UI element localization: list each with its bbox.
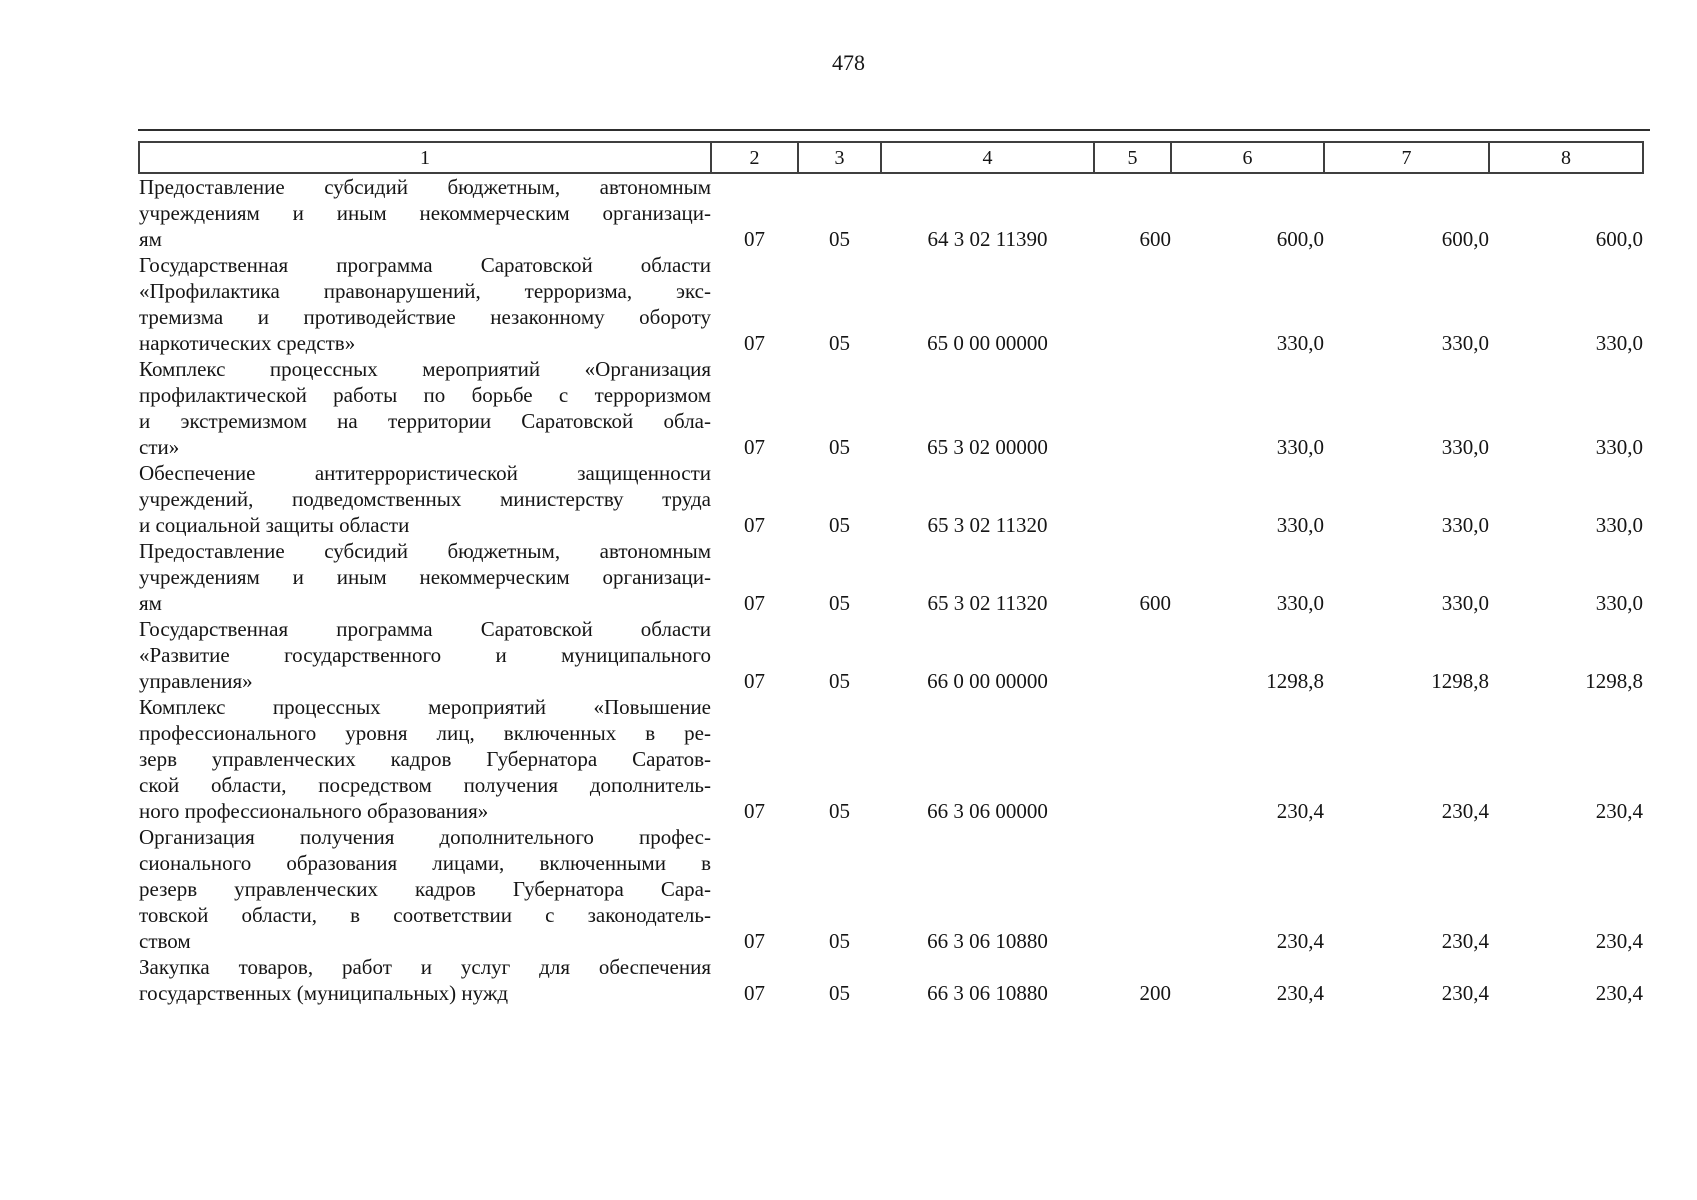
column-header-8: 8 <box>1489 142 1643 173</box>
table-header <box>139 142 1643 173</box>
column-header-2: 2 <box>711 142 798 173</box>
description-line: Закупка товаров, работ и услуг для обеспечения <box>139 955 711 979</box>
cell-col8: 330,0 <box>1595 591 1643 615</box>
cell-col6: 330,0 <box>1276 435 1324 459</box>
cell-col3: 05 <box>829 331 850 355</box>
cell-col8: 230,4 <box>1595 929 1643 953</box>
cell-col5 <box>1094 824 1171 954</box>
description-line: товской области, в соответствии с законодатель- <box>139 903 711 927</box>
description-line: сти» <box>139 435 180 459</box>
table-row <box>139 538 1643 616</box>
cell-col6: 230,4 <box>1276 929 1324 953</box>
table-row <box>139 616 1643 694</box>
cell-col8: 330,0 <box>1595 331 1643 355</box>
column-header-3: 3 <box>798 142 881 173</box>
cell-col7: 330,0 <box>1441 513 1489 537</box>
page-number: 478 <box>832 50 865 75</box>
cell-description <box>139 356 711 460</box>
cell-col6: 330,0 <box>1276 513 1324 537</box>
cell-col8: 230,4 <box>1595 799 1643 823</box>
column-header-7: 7 <box>1324 142 1489 173</box>
cell-col8: 600,0 <box>1595 227 1643 251</box>
cell-col5 <box>1094 460 1171 538</box>
cell-col5 <box>1094 694 1171 824</box>
description-line: тремизма и противодействие незаконному обороту <box>139 305 711 329</box>
description-line: Государственная программа Саратовской области <box>139 253 711 277</box>
cell-col7: 1298,8 <box>1431 669 1489 693</box>
cell-col4: 66 3 06 00000 <box>927 799 1048 823</box>
table-header-row <box>139 142 1643 173</box>
description-line: и социальной защиты области <box>139 513 410 537</box>
column-header-1: 1 <box>139 142 711 173</box>
description-line: и экстремизмом на территории Саратовской обла- <box>139 409 711 433</box>
cell-col4: 66 0 00 00000 <box>927 669 1048 693</box>
cell-col8: 330,0 <box>1595 513 1643 537</box>
cell-col4: 65 3 02 00000 <box>927 435 1048 459</box>
cell-description <box>139 538 711 616</box>
description-line: ской области, посредством получения дополнитель- <box>139 773 711 797</box>
cell-col6: 1298,8 <box>1266 669 1324 693</box>
cell-col2: 07 <box>744 669 765 693</box>
description-line: ям <box>139 227 162 251</box>
cell-col3: 05 <box>829 513 850 537</box>
budget-classification-table <box>138 141 1644 1006</box>
cell-col5: 600 <box>1139 227 1171 251</box>
description-line: ного профессионального образования» <box>139 799 489 823</box>
description-line: государственных (муниципальных) нужд <box>139 981 509 1005</box>
cell-col3: 05 <box>829 227 850 251</box>
cell-col4: 66 3 06 10880 <box>927 929 1048 953</box>
cell-description <box>139 824 711 954</box>
description-line: ям <box>139 591 162 615</box>
description-line: ством <box>139 929 191 953</box>
cell-description <box>139 694 711 824</box>
cell-col4: 65 3 02 11320 <box>927 513 1048 537</box>
cell-col3: 05 <box>829 929 850 953</box>
column-header-6: 6 <box>1171 142 1324 173</box>
cell-col2: 07 <box>744 799 765 823</box>
cell-col2: 07 <box>744 591 765 615</box>
cell-col6: 330,0 <box>1276 591 1324 615</box>
cell-col7: 600,0 <box>1441 227 1489 251</box>
description-line: Комплекс процессных мероприятий «Организация <box>139 357 711 381</box>
description-line: Государственная программа Саратовской области <box>139 617 711 641</box>
description-line: резерв управленческих кадров Губернатора Сара- <box>139 877 711 901</box>
description-line: «Развитие государственного и муниципального <box>139 643 711 667</box>
column-header-5: 5 <box>1094 142 1171 173</box>
cell-col5: 200 <box>1139 981 1171 1005</box>
cell-col7: 230,4 <box>1441 929 1489 953</box>
cell-col7: 330,0 <box>1441 331 1489 355</box>
description-line: учреждениям и иным некоммерческим организаци- <box>139 201 711 225</box>
cell-col7: 230,4 <box>1441 799 1489 823</box>
cell-col2: 07 <box>744 435 765 459</box>
description-line: Обеспечение антитеррористической защищенности <box>139 461 711 485</box>
cell-description <box>139 460 711 538</box>
cell-col2: 07 <box>744 331 765 355</box>
description-line: зерв управленческих кадров Губернатора Саратов- <box>139 747 711 771</box>
description-line: Предоставление субсидий бюджетным, автономным <box>139 539 711 563</box>
cell-col6: 330,0 <box>1276 331 1324 355</box>
cell-col2: 07 <box>744 981 765 1005</box>
cell-col4: 65 0 00 00000 <box>927 331 1048 355</box>
cell-col5 <box>1094 356 1171 460</box>
cell-col7: 230,4 <box>1441 981 1489 1005</box>
cell-col2: 07 <box>744 227 765 251</box>
table-row <box>139 954 1643 1006</box>
table-row <box>139 460 1643 538</box>
cell-col3: 05 <box>829 669 850 693</box>
table-row <box>139 694 1643 824</box>
description-line: «Профилактика правонарушений, терроризма, экс- <box>139 279 711 303</box>
cell-description <box>139 616 711 694</box>
cell-col8: 330,0 <box>1595 435 1643 459</box>
cell-col7: 330,0 <box>1441 435 1489 459</box>
cell-col5 <box>1094 252 1171 356</box>
table-body <box>139 173 1643 1006</box>
table-row <box>139 252 1643 356</box>
cell-col6: 600,0 <box>1276 227 1324 251</box>
description-line: Организация получения дополнительного профес- <box>139 825 711 849</box>
column-header-4: 4 <box>881 142 1094 173</box>
cell-col2: 07 <box>744 929 765 953</box>
table-row <box>139 173 1643 252</box>
cell-col4: 66 3 06 10880 <box>927 981 1048 1005</box>
cell-description <box>139 954 711 1006</box>
description-line: профессионального уровня лиц, включенных в ре- <box>139 721 711 745</box>
cell-col4: 65 3 02 11320 <box>927 591 1048 615</box>
description-line: учреждений, подведомственных министерству труда <box>139 487 711 511</box>
table-top-rule <box>138 129 1650 131</box>
cell-description <box>139 252 711 356</box>
cell-col6: 230,4 <box>1276 799 1324 823</box>
description-line: учреждениям и иным некоммерческим организаци- <box>139 565 711 589</box>
cell-col6: 230,4 <box>1276 981 1324 1005</box>
cell-col3: 05 <box>829 981 850 1005</box>
table-row <box>139 356 1643 460</box>
table-row <box>139 824 1643 954</box>
cell-col3: 05 <box>829 435 850 459</box>
cell-col3: 05 <box>829 799 850 823</box>
cell-col8: 1298,8 <box>1585 669 1643 693</box>
cell-col8: 230,4 <box>1595 981 1643 1005</box>
description-line: Предоставление субсидий бюджетным, автономным <box>139 175 711 199</box>
description-line: профилактической работы по борьбе с терроризмом <box>139 383 711 407</box>
cell-col4: 64 3 02 11390 <box>927 227 1048 251</box>
description-line: управления» <box>139 669 253 693</box>
cell-col3: 05 <box>829 591 850 615</box>
cell-col2: 07 <box>744 513 765 537</box>
cell-col5 <box>1094 616 1171 694</box>
description-line: наркотических средств» <box>139 331 356 355</box>
description-line: сионального образования лицами, включенными в <box>139 851 711 875</box>
cell-col7: 330,0 <box>1441 591 1489 615</box>
cell-description <box>139 173 711 252</box>
cell-col5: 600 <box>1139 591 1171 615</box>
description-line: Комплекс процессных мероприятий «Повышение <box>139 695 711 719</box>
